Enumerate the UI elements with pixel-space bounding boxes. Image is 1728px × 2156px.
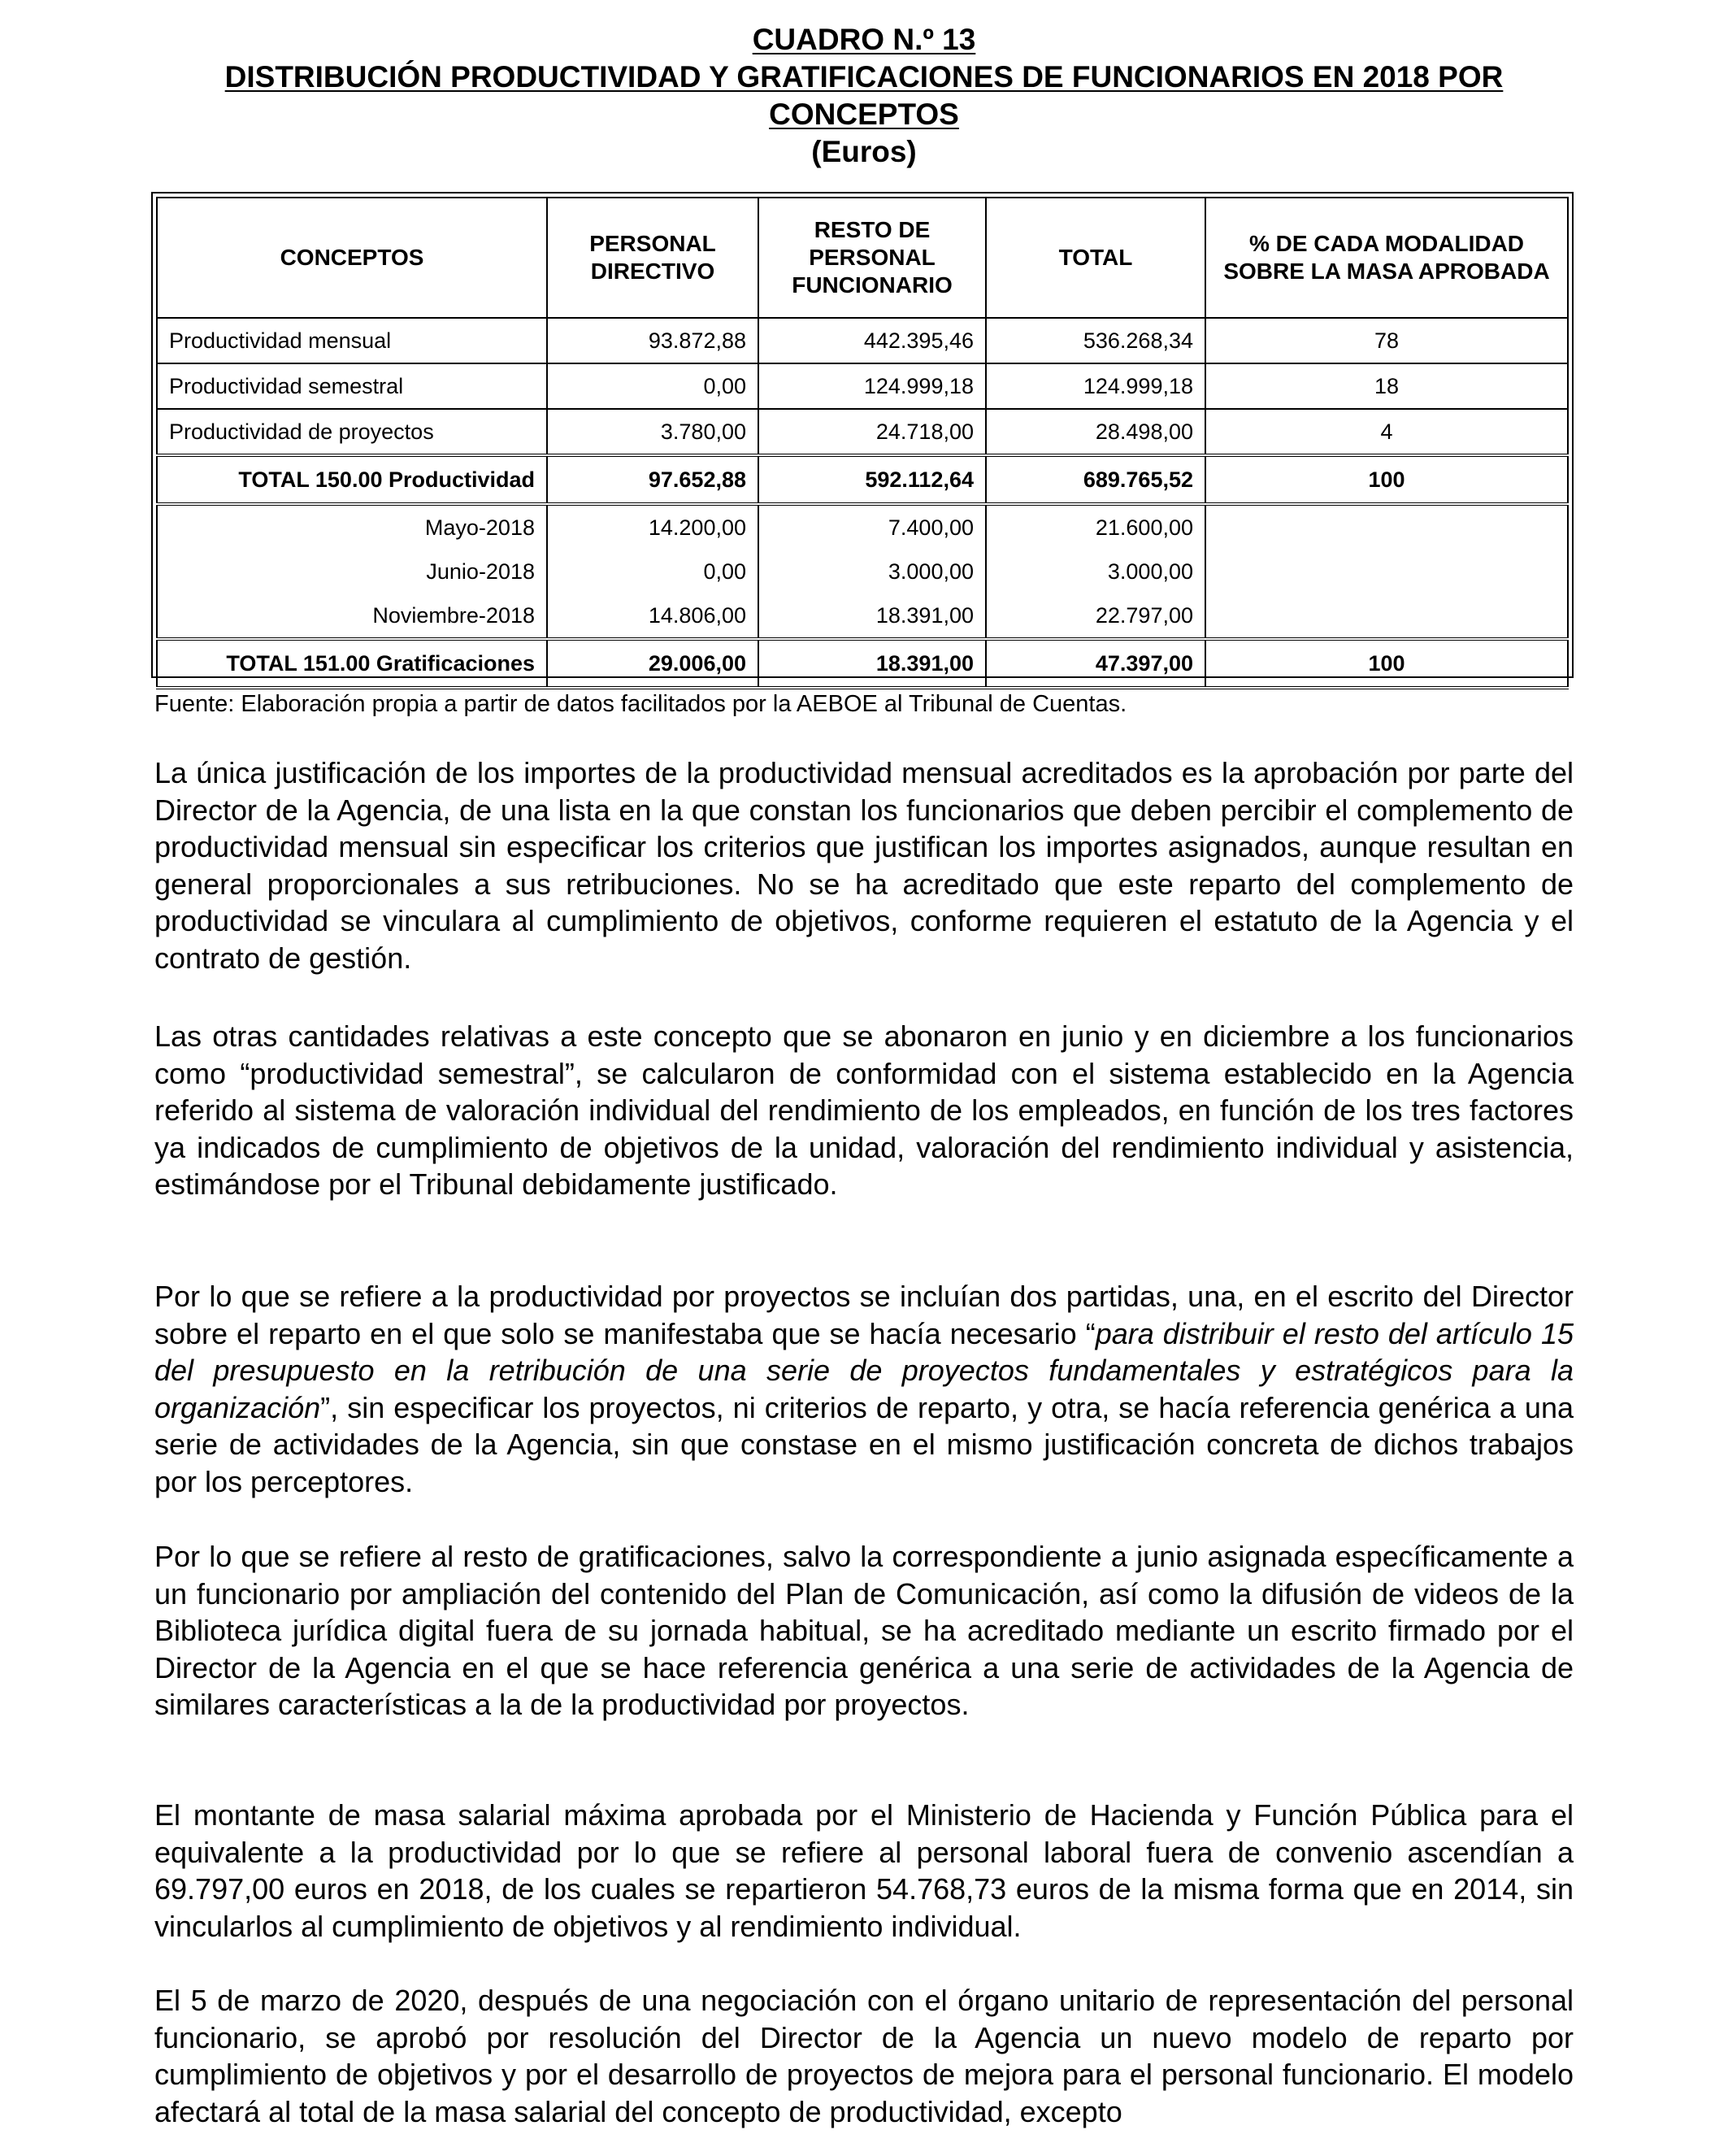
cell-directivo: 29.006,00 (547, 639, 758, 688)
table-number: CUADRO N.º 13 (752, 23, 976, 56)
cell-pct (1205, 593, 1568, 639)
paragraph-text-part: Por lo que se refiere a la productividad por proyectos se incluían dos partidas, una, en el escrito del Director sobre el reparto en el que solo se manifestaba que se hacía necesario “ (154, 1280, 1574, 1350)
paragraph (154, 754, 1574, 977)
table-total-row (157, 455, 1568, 504)
table-units: (Euros) (811, 135, 917, 168)
cell-concepto: Junio-2018 (426, 559, 535, 584)
cell-resto: 24.718,00 (758, 409, 986, 455)
cell-pct: 18 (1205, 363, 1568, 409)
cell-resto: 442.395,46 (758, 318, 986, 363)
cell-concepto: Productividad de proyectos (157, 409, 547, 455)
paragraph-text: El montante de masa salarial máxima aprobada por el Ministerio de Hacienda y Función Pública para el equivalente a la productividad por lo que se refiere al personal laboral fuera de convenio ascendían a 69.797,00 euros en 2018, de los cuales se repartieron 54.768,73 euros de la misma forma que en 2014, sin vincularlos al cumplimiento de objetivos y al rendimiento individual. (154, 1798, 1574, 1943)
cell-concepto: Noviembre-2018 (372, 602, 535, 628)
table-row (157, 593, 1568, 639)
cell-directivo: 3.780,00 (547, 409, 758, 455)
cell-pct: 100 (1205, 639, 1568, 688)
cell-resto: 592.112,64 (758, 455, 986, 504)
paragraph-text: El 5 de marzo de 2020, después de una negociación con el órgano unitario de representación del personal funcionario, se aprobó por resolución del Director de la Agencia un nuevo modelo de reparto por cumplimiento de objetivos y por el desarrollo de proyectos de mejora para el personal funcionario. El modelo afectará al total de la masa salarial del concepto de productividad, excepto (154, 1984, 1574, 2128)
cell-directivo: 97.652,88 (547, 455, 758, 504)
paragraph (154, 1278, 1574, 1501)
cell-total: 28.498,00 (986, 409, 1205, 455)
paragraph (154, 1797, 1574, 1945)
table-source-note: Fuente: Elaboración propia a partir de datos facilitados por la AEBOE al Tribunal de Cuentas. (154, 691, 1127, 717)
cell-total: 3.000,00 (986, 550, 1205, 593)
paragraph (154, 1982, 1574, 2130)
table-title-line: DISTRIBUCIÓN PRODUCTIVIDAD Y GRATIFICACIONES DE FUNCIONARIOS EN 2018 POR (224, 60, 1504, 93)
cell-total: 536.268,34 (986, 318, 1205, 363)
header-personal-directivo: PERSONAL DIRECTIVO (547, 198, 758, 318)
cell-concepto: TOTAL 151.00 Gratificaciones (157, 639, 547, 688)
cell-total: 47.397,00 (986, 639, 1205, 688)
table-row (157, 504, 1568, 550)
table-row (157, 550, 1568, 593)
cell-directivo: 14.806,00 (547, 593, 758, 639)
cell-pct: 100 (1205, 455, 1568, 504)
header-resto-personal: RESTO DE PERSONAL FUNCIONARIO (758, 198, 986, 318)
cell-directivo: 0,00 (547, 550, 758, 593)
paragraph (154, 1018, 1574, 1203)
paragraph-text-part: ”, sin especificar los proyectos, ni criterios de reparto, y otra, se hacía referencia genérica a una serie de actividades de la Agencia, sin que constase en el mismo justificación concreta de dichos trabajos por los perceptores. (154, 1390, 1574, 1498)
cell-total: 21.600,00 (986, 504, 1205, 550)
cell-pct (1205, 550, 1568, 593)
cell-concepto: Productividad semestral (157, 363, 547, 409)
table-total-row (157, 639, 1568, 688)
table-title-line: CONCEPTOS (769, 98, 959, 131)
table-header-row (157, 198, 1568, 318)
cell-pct (1205, 504, 1568, 550)
table-row (157, 409, 1568, 455)
cell-pct: 78 (1205, 318, 1568, 363)
cell-concepto: Mayo-2018 (424, 515, 535, 540)
cell-total: 124.999,18 (986, 363, 1205, 409)
table-row (157, 318, 1568, 363)
cell-resto: 3.000,00 (758, 550, 986, 593)
cell-total: 689.765,52 (986, 455, 1205, 504)
paragraph (154, 1538, 1574, 1723)
table-row (157, 363, 1568, 409)
paragraph-text: Las otras cantidades relativas a este concepto que se abonaron en junio y en diciembre a los funcionarios como “productividad semestral”, se calcularon de conformidad con el sistema establecido en la Agencia referido al sistema de valoración individual del rendimiento de los empleados, en función de los tres factores ya indicados de cumplimiento de objetivos de la unidad, valoración del rendimiento individual y asistencia, estimándose por el Tribunal debidamente justificado. (154, 1019, 1574, 1202)
paragraph-text (154, 1278, 1574, 1501)
paragraph-text: Por lo que se refiere al resto de gratificaciones, salvo la correspondiente a junio asignada específicamente a un funcionario por ampliación del contenido del Plan de Comunicación, así como la difusión de videos de la Biblioteca jurídica digital fuera de su jornada habitual, se ha acreditado mediante un escrito firmado por el Director de la Agencia en el que se hace referencia genérica a una serie de actividades de la Agencia de similares características a la de la productividad por proyectos. (154, 1540, 1574, 1722)
header-total: TOTAL (986, 198, 1205, 318)
header-conceptos: CONCEPTOS (157, 198, 547, 318)
cell-directivo: 0,00 (547, 363, 758, 409)
cell-directivo: 93.872,88 (547, 318, 758, 363)
table-frame (151, 192, 1574, 678)
data-table (156, 197, 1569, 689)
cell-pct: 4 (1205, 409, 1568, 455)
quoted-italic-text: para distribuir el resto del artículo 15 del presupuesto en la retribución de una serie de proyectos fundamentales y estratégicos para la organización (154, 1316, 1574, 1424)
document-title (154, 21, 1574, 171)
cell-concepto: Productividad mensual (169, 328, 392, 353)
cell-resto: 18.391,00 (758, 593, 986, 639)
header-percentage: % DE CADA MODALIDAD SOBRE LA MASA APROBADA (1205, 198, 1568, 318)
cell-resto: 7.400,00 (758, 504, 986, 550)
cell-concepto: TOTAL 150.00 Productividad (157, 455, 547, 504)
cell-resto: 18.391,00 (758, 639, 986, 688)
cell-total: 22.797,00 (986, 593, 1205, 639)
cell-directivo: 14.200,00 (547, 504, 758, 550)
cell-resto: 124.999,18 (758, 363, 986, 409)
paragraph-text: La única justificación de los importes de la productividad mensual acreditados es la aprobación por parte del Director de la Agencia, de una lista en la que constan los funcionarios que deben percibir el complemento de productividad mensual sin especificar los criterios que justifican los importes asignados, aunque resultan en general proporcionales a sus retribuciones. No se ha acreditado que este reparto del complemento de productividad se vinculara al cumplimiento de objetivos, conforme requieren el estatuto de la Agencia y el contrato de gestión. (154, 756, 1574, 975)
